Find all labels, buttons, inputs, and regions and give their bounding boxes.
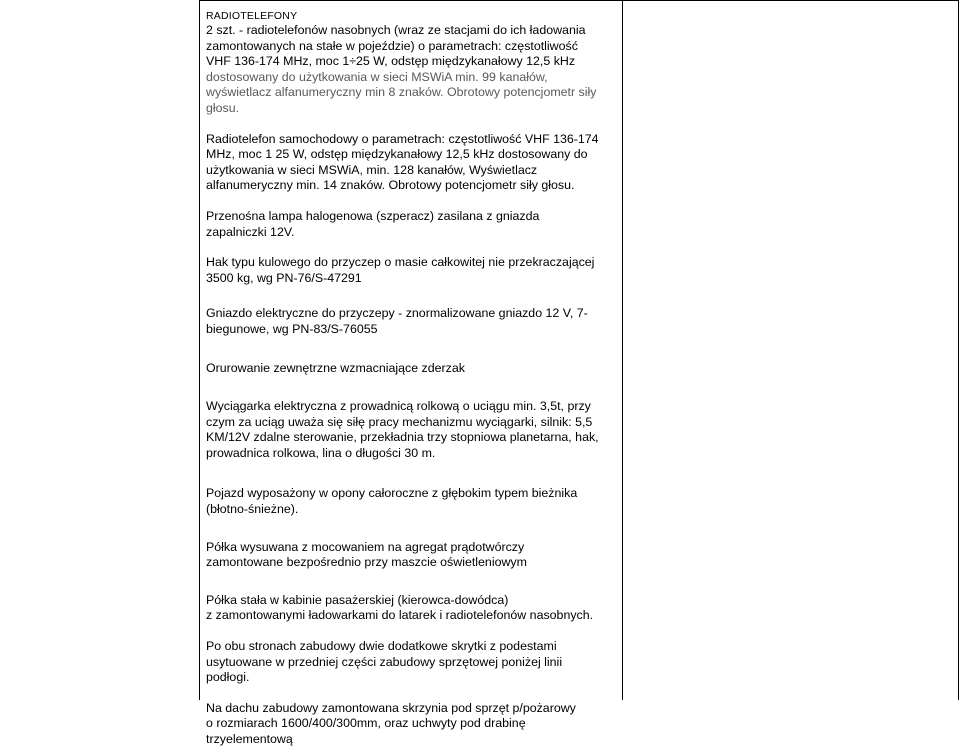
spec-line: Półka stała w kabinie pasażerskiej (kierowca-dowódca) [206, 592, 509, 607]
spec-line: z zamontowanymi ładowarkami do latarek i radiotelefonów nasobnych. [206, 608, 594, 623]
spec-line: 3500 kg, wg PN-76/S-47291 [206, 270, 362, 285]
spec-line: zapalniczki 12V. [206, 224, 295, 239]
spec-paragraph [206, 306, 618, 337]
table-border-top-right-cell [622, 0, 959, 1]
spec-paragraph [206, 361, 618, 377]
spec-paragraphs [206, 23, 618, 748]
spec-line: Pojazd wyposażony w opony całoroczne z głębokim typem bieżnika [206, 486, 578, 501]
spec-line: biegunowe, wg PN-83/S-76055 [206, 321, 378, 336]
spec-line: Półka wysuwana z mocowaniem na agregat prądotwórczy [206, 539, 525, 554]
spec-line: Radiotelefon samochodowy o parametrach: częstotliwość VHF 136-174 [206, 131, 599, 146]
spec-paragraph [206, 255, 618, 286]
table-border-right [958, 0, 959, 700]
spec-line: trzyelementową [206, 732, 293, 746]
table-border-left [199, 0, 200, 700]
spec-line: wyświetlacz alfanumeryczny min 8 znaków. Obrotowy potencjometr siły [206, 85, 597, 100]
spec-line: Orurowanie zewnętrzne wzmacniające zderzak [206, 360, 465, 375]
spec-line: podłogi. [206, 670, 250, 685]
spec-line: VHF 136-174 MHz, moc 1÷25 W, odstęp międzykanałowy 12,5 kHz [206, 54, 576, 69]
section-heading: RADIOTELEFONY [206, 10, 298, 22]
spec-line: Na dachu zabudowy zamontowana skrzynia pod sprzęt p/pożarowy [206, 700, 576, 715]
spec-line: Wyciągarka elektryczna z prowadnicą rolkową o uciągu min. 3,5t, przy [206, 399, 591, 414]
spec-line: Przenośna lampa halogenowa (szperacz) zasilana z gniazda [206, 208, 540, 223]
spec-paragraph [206, 209, 618, 240]
spec-paragraph [206, 399, 618, 461]
spec-line: Gniazdo elektryczne do przyczepy - znormalizowane gniazdo 12 V, 7- [206, 306, 588, 321]
spec-description-cell [206, 9, 618, 748]
spec-line: dostosowany do użytkowania w sieci MSWiA min. 99 kanałów, [206, 69, 548, 84]
spec-line: o rozmiarach 1600/400/300mm, oraz uchwyty pod drabinę [206, 716, 526, 731]
spec-line: (błotno-śnieżne). [206, 502, 299, 517]
spec-line: 2 szt. - radiotelefonów nasobnych (wraz ze stacjami do ich ładowania [206, 23, 586, 37]
spec-line: zamontowane bezpośrednio przy maszcie oświetleniowym [206, 555, 527, 570]
spec-line: użytkowania w sieci MSWiA, min. 128 kanałów, Wyświetlacz [206, 162, 538, 177]
table-border-top-left-cell [199, 0, 623, 1]
table-border-middle [622, 0, 623, 700]
spec-line: MHz, moc 1 25 W, odstęp międzykanałowy 12,5 kHz dostosowany do [206, 147, 588, 162]
spec-paragraph [206, 639, 618, 686]
spec-line: KM/12V zdalne sterowanie, przekładnia trzy stopniowa planetarna, hak, [206, 430, 599, 445]
spec-line: alfanumeryczny min. 14 znaków. Obrotowy potencjometr siły głosu. [206, 178, 575, 193]
spec-paragraph [206, 132, 618, 194]
spec-line: zamontowanych na stałe w pojeździe) o parametrach: częstotliwość [206, 38, 578, 53]
spec-line: usytuowane w przedniej części zabudowy sprzętowej poniżej linii [206, 654, 563, 669]
spec-paragraph [206, 486, 618, 517]
spec-paragraph [206, 540, 618, 571]
spec-line: prowadnica rolkowa, lina o długości 30 m. [206, 445, 436, 460]
spec-line: Hak typu kulowego do przyczep o masie całkowitej nie przekraczającej [206, 255, 595, 270]
spec-paragraph [206, 701, 618, 748]
spec-line: Po obu stronach zabudowy dwie dodatkowe skrytki z podestami [206, 639, 557, 654]
spec-line: głosu. [206, 100, 240, 115]
spec-paragraph [206, 593, 618, 624]
spec-line: czym za uciąg uważa się siłę pracy mechanizmu wyciągarki, silnik: 5,5 [206, 414, 593, 429]
spec-paragraph [206, 23, 618, 117]
